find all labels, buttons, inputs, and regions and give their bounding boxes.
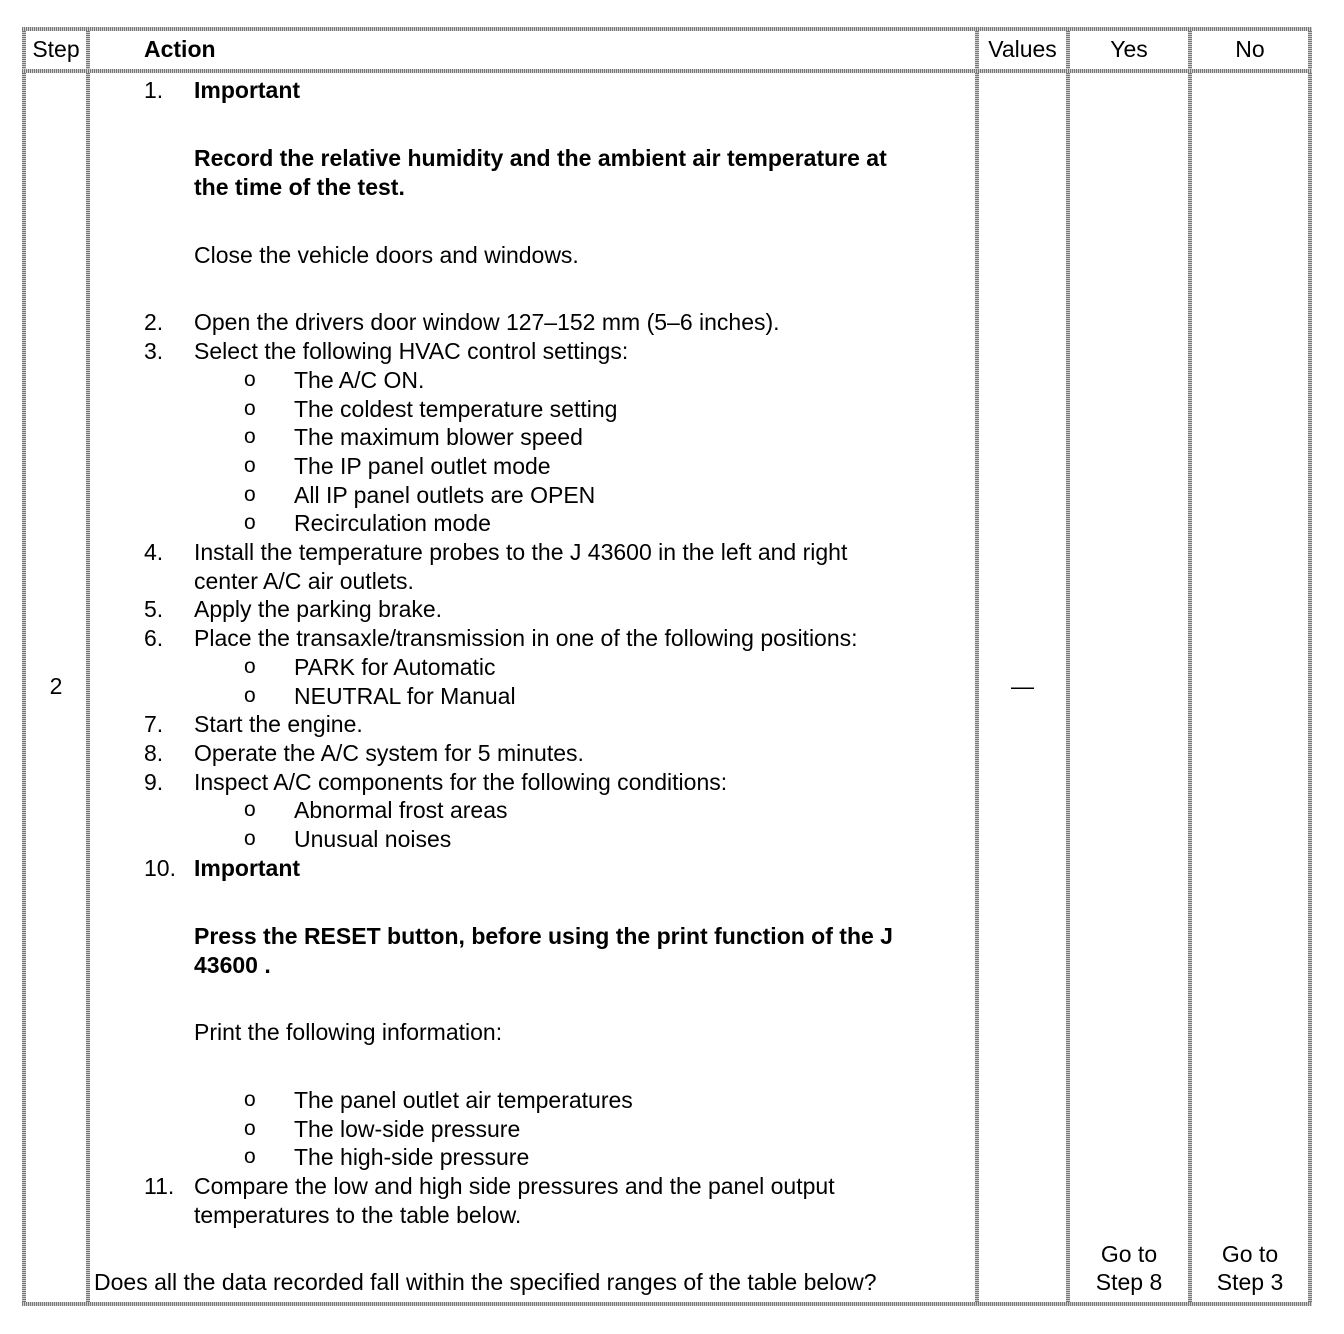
list-number: 8. — [144, 740, 164, 766]
important-note-line: 43600 . — [194, 952, 271, 978]
header-step: Step — [32, 36, 80, 62]
header-values: Values — [988, 36, 1057, 62]
bullet-icon: o — [244, 511, 256, 534]
bullet-text: The maximum blower speed — [294, 424, 583, 450]
important-note-line: the time of the test. — [194, 174, 405, 200]
bullet-text: The high-side pressure — [294, 1144, 530, 1170]
list-item-text: Select the following HVAC control settings: — [194, 338, 629, 364]
values-cell: — — [1011, 673, 1034, 699]
list-number: 4. — [144, 539, 164, 565]
list-item-text: Operate the A/C system for 5 minutes. — [194, 740, 584, 766]
column-divider — [1188, 27, 1192, 1306]
table-border-top — [22, 27, 1312, 31]
list-number: 1. — [144, 77, 164, 103]
table-border-left — [22, 27, 26, 1306]
header-action: Action — [144, 36, 216, 62]
bullet-text: PARK for Automatic — [294, 654, 496, 680]
bullet-icon: o — [244, 1088, 256, 1111]
important-label: Important — [194, 77, 301, 103]
bullet-text: The low-side pressure — [294, 1116, 521, 1142]
step-number: 2 — [49, 673, 63, 699]
list-item-text: Compare the low and high side pressures and the panel output — [194, 1173, 835, 1199]
list-number: 9. — [144, 769, 164, 795]
bullet-icon: o — [244, 655, 256, 678]
bullet-icon: o — [244, 827, 256, 850]
bullet-text: Abnormal frost areas — [294, 797, 508, 823]
list-item-text: Close the vehicle doors and windows. — [194, 242, 579, 268]
bullet-icon: o — [244, 368, 256, 391]
bullet-text: NEUTRAL for Manual — [294, 683, 516, 709]
bullet-icon: o — [244, 397, 256, 420]
list-number: 11. — [144, 1173, 175, 1199]
table-border-right — [1308, 27, 1312, 1306]
bullet-icon: o — [244, 798, 256, 821]
bullet-text: The coldest temperature setting — [294, 396, 618, 422]
yes-outcome-line: Step 8 — [1095, 1269, 1163, 1295]
important-note-line: Record the relative humidity and the ambient air temperature at — [194, 145, 887, 171]
table-border-bottom — [22, 1302, 1312, 1306]
list-item-text: Install the temperature probes to the J 43600 in the left and right — [194, 539, 848, 565]
bullet-icon: o — [244, 483, 256, 506]
list-item-text: Inspect A/C components for the following conditions: — [194, 769, 728, 795]
bullet-text: The A/C ON. — [294, 367, 425, 393]
list-number: 3. — [144, 338, 164, 364]
column-divider — [975, 27, 979, 1306]
list-number: 2. — [144, 309, 164, 335]
important-label: Important — [194, 855, 301, 881]
no-outcome-line: Step 3 — [1216, 1269, 1284, 1295]
bullet-text: The IP panel outlet mode — [294, 453, 551, 479]
list-number: 7. — [144, 711, 164, 737]
column-divider — [86, 27, 90, 1306]
list-item-text: Print the following information: — [194, 1019, 503, 1045]
header-no: No — [1235, 36, 1265, 62]
yes-outcome-line: Go to — [1100, 1241, 1158, 1267]
bullet-icon: o — [244, 425, 256, 448]
bullet-icon: o — [244, 454, 256, 477]
diagnostic-table — [22, 27, 1312, 1306]
bullet-text: Unusual noises — [294, 826, 452, 852]
header-yes: Yes — [1110, 36, 1148, 62]
list-number: 6. — [144, 625, 164, 651]
list-item-text: Place the transaxle/transmission in one of the following positions: — [194, 625, 858, 651]
bullet-icon: o — [244, 1117, 256, 1140]
bullet-text: The panel outlet air temperatures — [294, 1087, 633, 1113]
important-note-line: Press the RESET button, before using the print function of the J — [194, 923, 893, 949]
bullet-text: Recirculation mode — [294, 510, 491, 536]
list-item-text: temperatures to the table below. — [194, 1202, 522, 1228]
header-divider — [22, 69, 1312, 73]
bullet-text: All IP panel outlets are OPEN — [294, 482, 596, 508]
list-number: 10. — [144, 855, 176, 881]
column-divider — [1066, 27, 1070, 1306]
list-item-text: Start the engine. — [194, 711, 363, 737]
list-item-text: Open the drivers door window 127–152 mm (5–6 inches). — [194, 309, 780, 335]
no-outcome-line: Go to — [1221, 1241, 1279, 1267]
question-text: Does all the data recorded fall within the specified ranges of the table below? — [94, 1269, 877, 1295]
list-item-text: Apply the parking brake. — [194, 596, 443, 622]
list-number: 5. — [144, 596, 164, 622]
bullet-icon: o — [244, 1145, 256, 1168]
bullet-icon: o — [244, 684, 256, 707]
list-item-text: center A/C air outlets. — [194, 568, 414, 594]
